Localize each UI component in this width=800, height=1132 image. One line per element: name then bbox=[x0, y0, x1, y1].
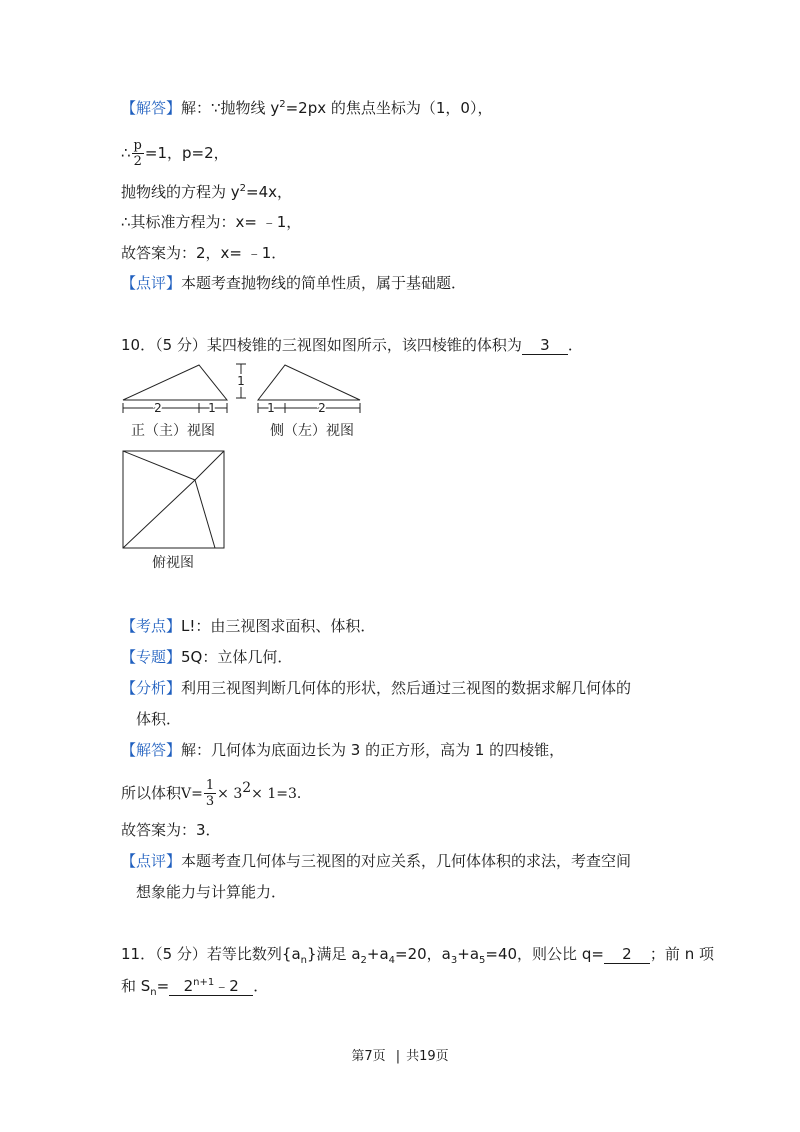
question-11-stem: 11．（5 分）若等比数列$\{a_n\}$满足 $a_2+a_4=20$，$a_3+a_5=40$，则公比 q= 2 ；前 n 项 bbox=[121, 945, 714, 966]
dianping-line-2: 想象能力与计算能力． bbox=[136, 883, 287, 901]
question-10-stem: 10．（5 分）某四棱锥的三视图如图所示，该四棱锥的体积为 3 ． bbox=[121, 336, 583, 354]
side-view-label: 侧（左）视图 bbox=[270, 423, 354, 439]
one-third-fraction: $\frac{1}{3}$ bbox=[205, 778, 215, 809]
footer-separator: | bbox=[395, 1049, 401, 1064]
question-11-line-2: 和 $S_n=$ $2^{n+1}﹣2$ ． bbox=[121, 977, 269, 998]
answer-line: 【解答】解：∵抛物线 $y^2=2px$ 的焦点坐标为（1，0）， bbox=[121, 99, 493, 117]
three-view-figure bbox=[115, 360, 375, 575]
jieda-tag: 【解答】 bbox=[121, 741, 182, 759]
front-view-label: 正（主）视图 bbox=[131, 423, 215, 439]
page-total: 共19页 bbox=[406, 1049, 449, 1064]
dianping-tag: 【点评】 bbox=[121, 852, 182, 870]
parabola-equation-line: 抛物线的方程为 $y^2=4x$， bbox=[121, 183, 293, 201]
ratio-answer-blank: 2 bbox=[604, 945, 650, 964]
side-view-triangle bbox=[258, 365, 360, 400]
final-answer-line: 故答案为：2，x= ﹣1． bbox=[121, 244, 287, 262]
top-view-label: 俯视图 bbox=[152, 555, 194, 571]
front-dim-2: 2 bbox=[154, 401, 162, 415]
side-dim-2: 2 bbox=[318, 401, 326, 415]
fenxi-line-2: 体积． bbox=[136, 710, 182, 728]
answer-tag: 【解答】 bbox=[121, 99, 182, 117]
kaodian-tag: 【考点】 bbox=[121, 617, 182, 635]
page-footer bbox=[0, 1048, 800, 1066]
volume-line: 所以体积V= $\frac{1}{3}$ × $3^2\times 1=3$． bbox=[121, 778, 311, 809]
kaodian-line: 【考点】L!：由三视图求面积、体积． bbox=[121, 617, 376, 635]
dianping-line: 【点评】本题考查几何体与三视图的对应关系，几何体体积的求法，考查空间 bbox=[121, 852, 632, 870]
comment-line: 【点评】本题考查抛物线的简单性质，属于基础题． bbox=[121, 274, 467, 292]
jieda-line: 【解答】解：几何体为底面边长为 3 的正方形，高为 1 的四棱锥， bbox=[121, 741, 565, 759]
height-dim: 1 bbox=[237, 374, 245, 388]
sum-answer-blank: $2^{n+1}﹣2$ bbox=[169, 977, 253, 996]
side-dim-1: 1 bbox=[267, 401, 275, 415]
front-view-triangle bbox=[123, 365, 227, 400]
comment-tag: 【点评】 bbox=[121, 274, 182, 292]
standard-equation-line: ∴其标准方程为：x= ﹣1， bbox=[121, 213, 302, 231]
zhuanti-line: 【专题】5Q：立体几何． bbox=[121, 648, 293, 666]
zhuanti-tag: 【专题】 bbox=[121, 648, 182, 666]
front-dim-1: 1 bbox=[208, 401, 216, 415]
fenxi-line: 【分析】利用三视图判断几何体的形状，然后通过三视图的数据求解几何体的 bbox=[121, 679, 632, 697]
fenxi-tag: 【分析】 bbox=[121, 679, 182, 697]
q10-answer-line: 故答案为：3． bbox=[121, 821, 221, 839]
page-number: 第7页 bbox=[351, 1049, 386, 1064]
answer-blank: 3 bbox=[522, 336, 568, 355]
p-over-2-line: ∴ $\frac{p}{2}$ =1，p=2， bbox=[121, 138, 229, 169]
fraction: $\frac{p}{2}$ bbox=[133, 138, 142, 169]
